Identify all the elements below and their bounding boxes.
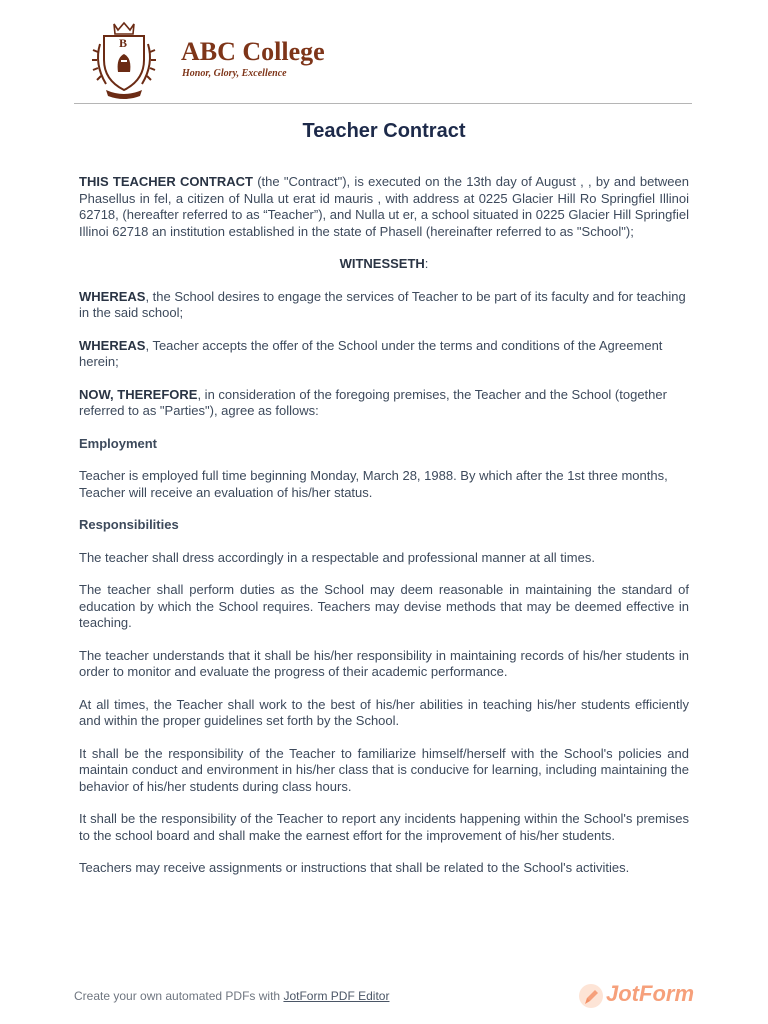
document-title: Teacher Contract (302, 120, 466, 142)
witnesseth-colon: : (424, 256, 429, 271)
college-crest-icon (92, 20, 156, 100)
whereas-lead-1: WHEREAS (79, 288, 146, 304)
intro-text: (the "Contract"), is executed on the 13th day of August , , by and between Phasellus in fel, a citizen of Nulla ut erat id mauris , with address at 0225 Glacier Hill Ro Springfiel Illinoi 62718, (hereafter referred to as “Teacher”), and Nulla ut er, a school situated in 0225 Glacier Hill Springfiel Illinoi 62718 an institution established in the state of Phasell (hereinafter referred to as "School"); (79, 174, 689, 239)
responsibilities-heading: Responsibilities (79, 517, 179, 532)
responsibility-item: It shall be the responsibility of the Teacher to report any incidents happening within the School's premises to the school board and shall make the earnest effort for the improvement of his/her students. (79, 811, 689, 843)
whereas-paragraph-1 (79, 289, 689, 322)
crest-letter: B (119, 36, 128, 50)
document-header (74, 18, 692, 104)
responsibility-item: At all times, the Teacher shall work to the best of his/her abilities in teaching his/her students efficiently and within the proper guidelines set forth by the School. (79, 696, 689, 728)
footer-text: Create your own automated PDFs with (74, 989, 284, 1003)
whereas-text-2: , Teacher accepts the offer of the School under the terms and conditions of the Agreement herein; (79, 337, 663, 369)
now-therefore-lead: NOW, THEREFORE (79, 386, 198, 402)
responsibility-item: The teacher shall perform duties as the School may deem reasonable in maintaining the standard of education by which the School requires. Teachers may devise methods that may be deemed effective in teaching. (79, 582, 689, 630)
intro-lead: THIS TEACHER CONTRACT (79, 174, 253, 189)
header-divider (74, 103, 692, 104)
employment-paragraph: Teacher is employed full time beginning Monday, March 28, 1988. By which after the 1st three months, Teacher will receive an evaluation of his/her status. (79, 468, 668, 500)
whereas-text-1: , the School desires to engage the services of Teacher to be part of its faculty and for teaching in the said school; (79, 288, 686, 320)
college-motto: Honor, Glory, Excellence (182, 68, 287, 79)
jotform-editor-link[interactable]: JotForm PDF Editor (283, 989, 390, 1003)
footer-note (74, 989, 389, 1003)
now-therefore-text: , in consideration of the foregoing premises, the Teacher and the School (together referred to as "Parties"), agree as follows: (79, 386, 667, 418)
employment-heading: Employment (79, 435, 158, 451)
college-name: ABC College (181, 37, 325, 66)
witnesseth-heading: WITNESSETH (339, 256, 425, 271)
responsibility-item: The teacher understands that it shall be his/her responsibility in maintaining records of his/her students in order to monitor and evaluate the progress of their academic performance. (79, 647, 689, 679)
witnesseth-paragraph (79, 256, 689, 273)
jotform-logo-text: JotForm (606, 981, 694, 1006)
document-body (79, 174, 689, 893)
whereas-lead-2: WHEREAS (79, 337, 146, 353)
responsibility-item: The teacher shall dress accordingly in a respectable and professional manner at all times. (79, 549, 595, 565)
jotform-logo[interactable] (578, 981, 698, 1009)
whereas-paragraph-2 (79, 338, 689, 371)
responsibility-item: Teachers may receive assignments or instructions that shall be related to the School's activities. (79, 860, 630, 875)
jotform-pencil-icon (578, 983, 604, 1009)
now-therefore-paragraph (79, 387, 689, 420)
intro-paragraph (79, 174, 689, 240)
responsibility-item: It shall be the responsibility of the Teacher to familiarize himself/herself with the School's policies and maintain conduct and environment in his/her class that is conducive for learning, including maintaining the behavior of his/her students during class hours. (79, 745, 689, 794)
